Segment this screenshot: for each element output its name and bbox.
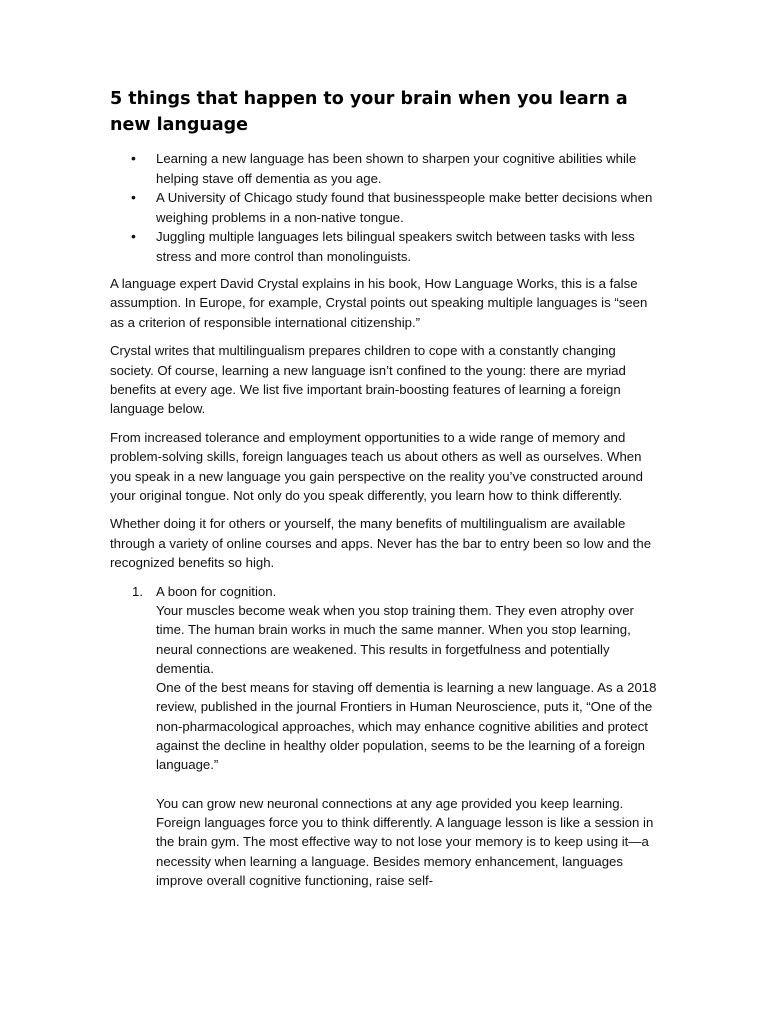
article-title: 5 things that happen to your brain when you learn a new language — [110, 89, 628, 135]
benefit-number: 1. — [132, 583, 143, 599]
bullet-item: • Juggling multiple languages lets bilingual speakers switch between tasks with less stress and more control than monolinguists. — [110, 227, 660, 266]
bullet-item: • A University of Chicago study found that businesspeople make better decisions when weighing problems in a non-native tongue. — [110, 188, 660, 227]
key-points-list — [110, 149, 660, 266]
benefits-list — [110, 582, 660, 890]
paragraph-online-courses: Whether doing it for others or yourself, the many benefits of multilingualism are available through a variety of online courses and apps. Never has the bar to entry been so low and the recognized benefits so high. — [110, 516, 652, 571]
paragraph-tolerance: From increased tolerance and employment opportunities to a wide range of memory and problem-solving skills, foreign languages teach us about others as well as ourselves. When you speak in a new language you gain perspective on the reality you’ve constructed around your original tongue. Not only do you speak differently, you learn how to think differently. — [110, 429, 643, 504]
paragraph-crystal-book: A language expert David Crystal explains in his book, How Language Works, this is a false assumption. In Europe, for example, Crystal points out speaking multiple languages is “seen as a criterion of responsible international citizenship.” — [110, 276, 648, 330]
paragraph-gap — [156, 775, 660, 794]
document-page — [110, 86, 660, 890]
benefit-text: You can grow new neuronal connections at any age provided you keep learning. Foreign languages force you to think differently. A language lesson is like a session in the brain gym. The most effective way to not lose your memory is to keep using it—a necessity when learning a language. Besides memory enhancement, languages improve overall cognitive functioning, raise self- — [156, 795, 654, 888]
benefit-heading: A boon for cognition. — [156, 583, 277, 599]
paragraph-multilingualism: Crystal writes that multilingualism prepares children to cope with a constantly changing society. Of course, learning a new language isn’t confined to the young: there are myriad benefits at every age. We list five important brain-boosting features of learning a foreign language below. — [110, 343, 626, 417]
benefit-text: One of the best means for staving off dementia is learning a new language. As a 2018 review, published in the journal Frontiers in Human Neuroscience, puts it, “One of the non-pharmacological approaches, which may enhance cognitive abilities and protect against the decline in healthy older population, seems to be the learning of a foreign language.” — [156, 680, 657, 773]
benefit-text: Your muscles become weak when you stop training them. They even atrophy over time. The human brain works in much the same manner. When you stop learning, neural connections are weakened. This results in forgetfulness and potentially dementia. — [156, 602, 634, 676]
benefit-item — [110, 582, 660, 890]
bullet-item: • Learning a new language has been shown to sharpen your cognitive abilities while helping stave off dementia as you age. — [110, 149, 660, 188]
